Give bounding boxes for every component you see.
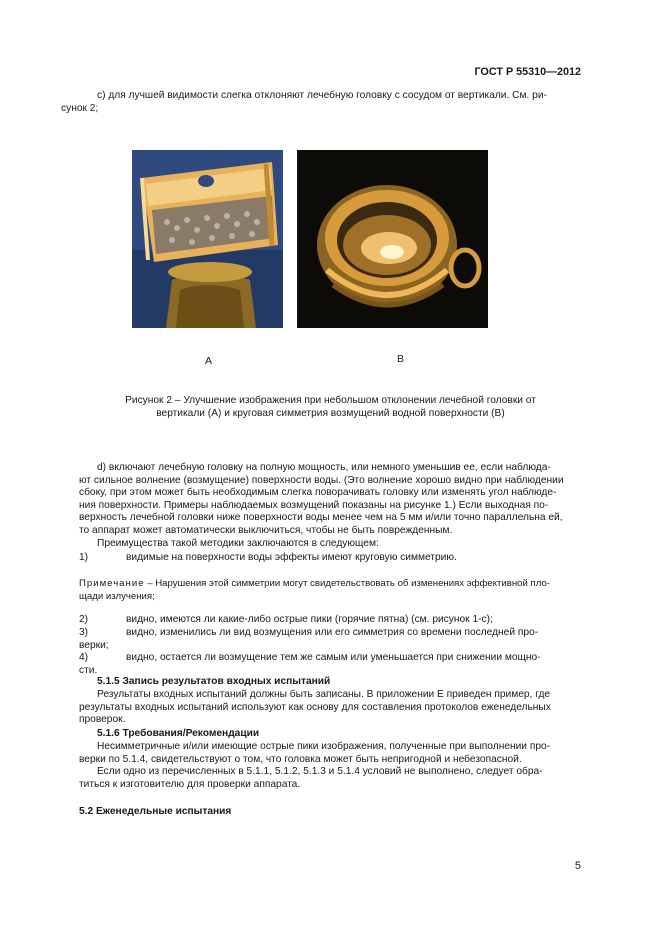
note-label: Примечание [79,578,145,589]
figure-label-b: В [397,353,405,365]
list-item-2 [79,614,582,627]
list-number: 2) [79,614,89,625]
text-line: Если одно из перечисленных в 5.1.1, 5.1.2, 5.1.3 и 5.1.4 условий не выполнено, следует обра- [97,766,543,778]
d-line: ют сильное волнение (возмущение) поверхности воды. (Это волнение хорошо видно при наблюдении [79,474,564,486]
text-line: результаты входных испытаний используют как основу для составления протоколов еженедельных [79,701,551,713]
text-line: проверок. [79,714,126,726]
text-line: верки по 5.1.4, свидетельствуют о том, что головка может быть непригодной и небезопасной. [79,753,522,765]
d-line: то аппарат может автоматически выключиться, чтобы не быть поврежденным. [79,524,453,536]
section-5-1-5-text [79,689,582,727]
intro-paragraph [61,90,582,115]
d-line: ния поверхности. Примеры наблюдаемых возмущений показаны на рисунке 1.) Если выходная по- [79,499,549,511]
text-line: Несимметричные и/или имеющие острые пики изображения, полученные при выполнении про- [97,741,551,752]
note-text: – Нарушения этой симметрии могут свидетельствовать об изменениях эффективной пло- [144,578,550,589]
standard-number: ГОСТ Р 55310—2012 [474,66,581,78]
figure-label-a: А [205,355,213,367]
list-text: видно, изменились ли вид возмущения или его симметрия со времени последней про- [126,627,539,638]
list-item-1 [79,552,582,565]
list-number: 4) [79,652,89,663]
note-text-cont: щади излучения; [79,591,155,602]
intro-line-2: сунок 2; [61,102,99,114]
section-5-1-6-text [79,741,582,791]
text-line: титься к изготовителю для проверки аппарата. [79,778,301,790]
d-line: d) включают лечебную головку на полную мощность, или немного уменьшив ее, если наблюда- [97,462,551,473]
paragraph-d [79,462,582,550]
figure-a-photo [132,150,283,328]
figure-b-photo [297,150,488,328]
section-heading-5-1-5: 5.1.5 Запись результатов входных испытаний [97,676,331,687]
list-number: 3) [79,627,89,638]
note [79,577,582,603]
list-text: видно, имеются ли какие-либо острые пики (горячие пятна) (см. рисунок 1-с); [126,614,493,625]
caption-line-1: Рисунок 2 – Улучшение изображения при небольшом отклонении лечебной головки от [125,395,536,406]
list-item-4 [79,652,582,678]
d-line: сбоку, при этом может быть необходимым слегка поворачивать головку или изменять угол наблюде- [79,487,557,499]
list-text: видно, остается ли возмущение тем же самым или уменьшается при снижении мощно- [126,652,541,663]
d-line: верхность лечебной головки ниже поверхности воды менее чем на 5 мм и/или точно параллельна ей, [79,512,563,524]
advantages-line: Преимущества такой методики заключаются в следующем: [97,537,379,549]
intro-line-1: с) для лучшей видимости слегка отклоняют лечебную головку с сосудом от вертикали. См. ри- [97,90,547,101]
list-text-cont: верки; [79,640,109,651]
section-heading-5-2: 5.2 Еженедельные испытания [79,806,232,817]
list-item-3 [79,627,582,653]
text-line: Результаты входных испытаний должны быть записаны. В приложении Е приведен пример, где [97,689,551,700]
page-number: 5 [574,860,581,872]
section-heading-5-1-6: 5.1.6 Требования/Рекомендации [97,728,260,739]
list-number: 1) [79,552,89,563]
caption-line-2: вертикали (А) и круговая симметрия возмущений водной поверхности (В) [156,408,505,419]
list-text-cont: сти. [79,665,98,676]
figure-caption [90,394,571,420]
list-text: видимые на поверхности воды эффекты имеют круговую симметрию. [126,552,457,563]
